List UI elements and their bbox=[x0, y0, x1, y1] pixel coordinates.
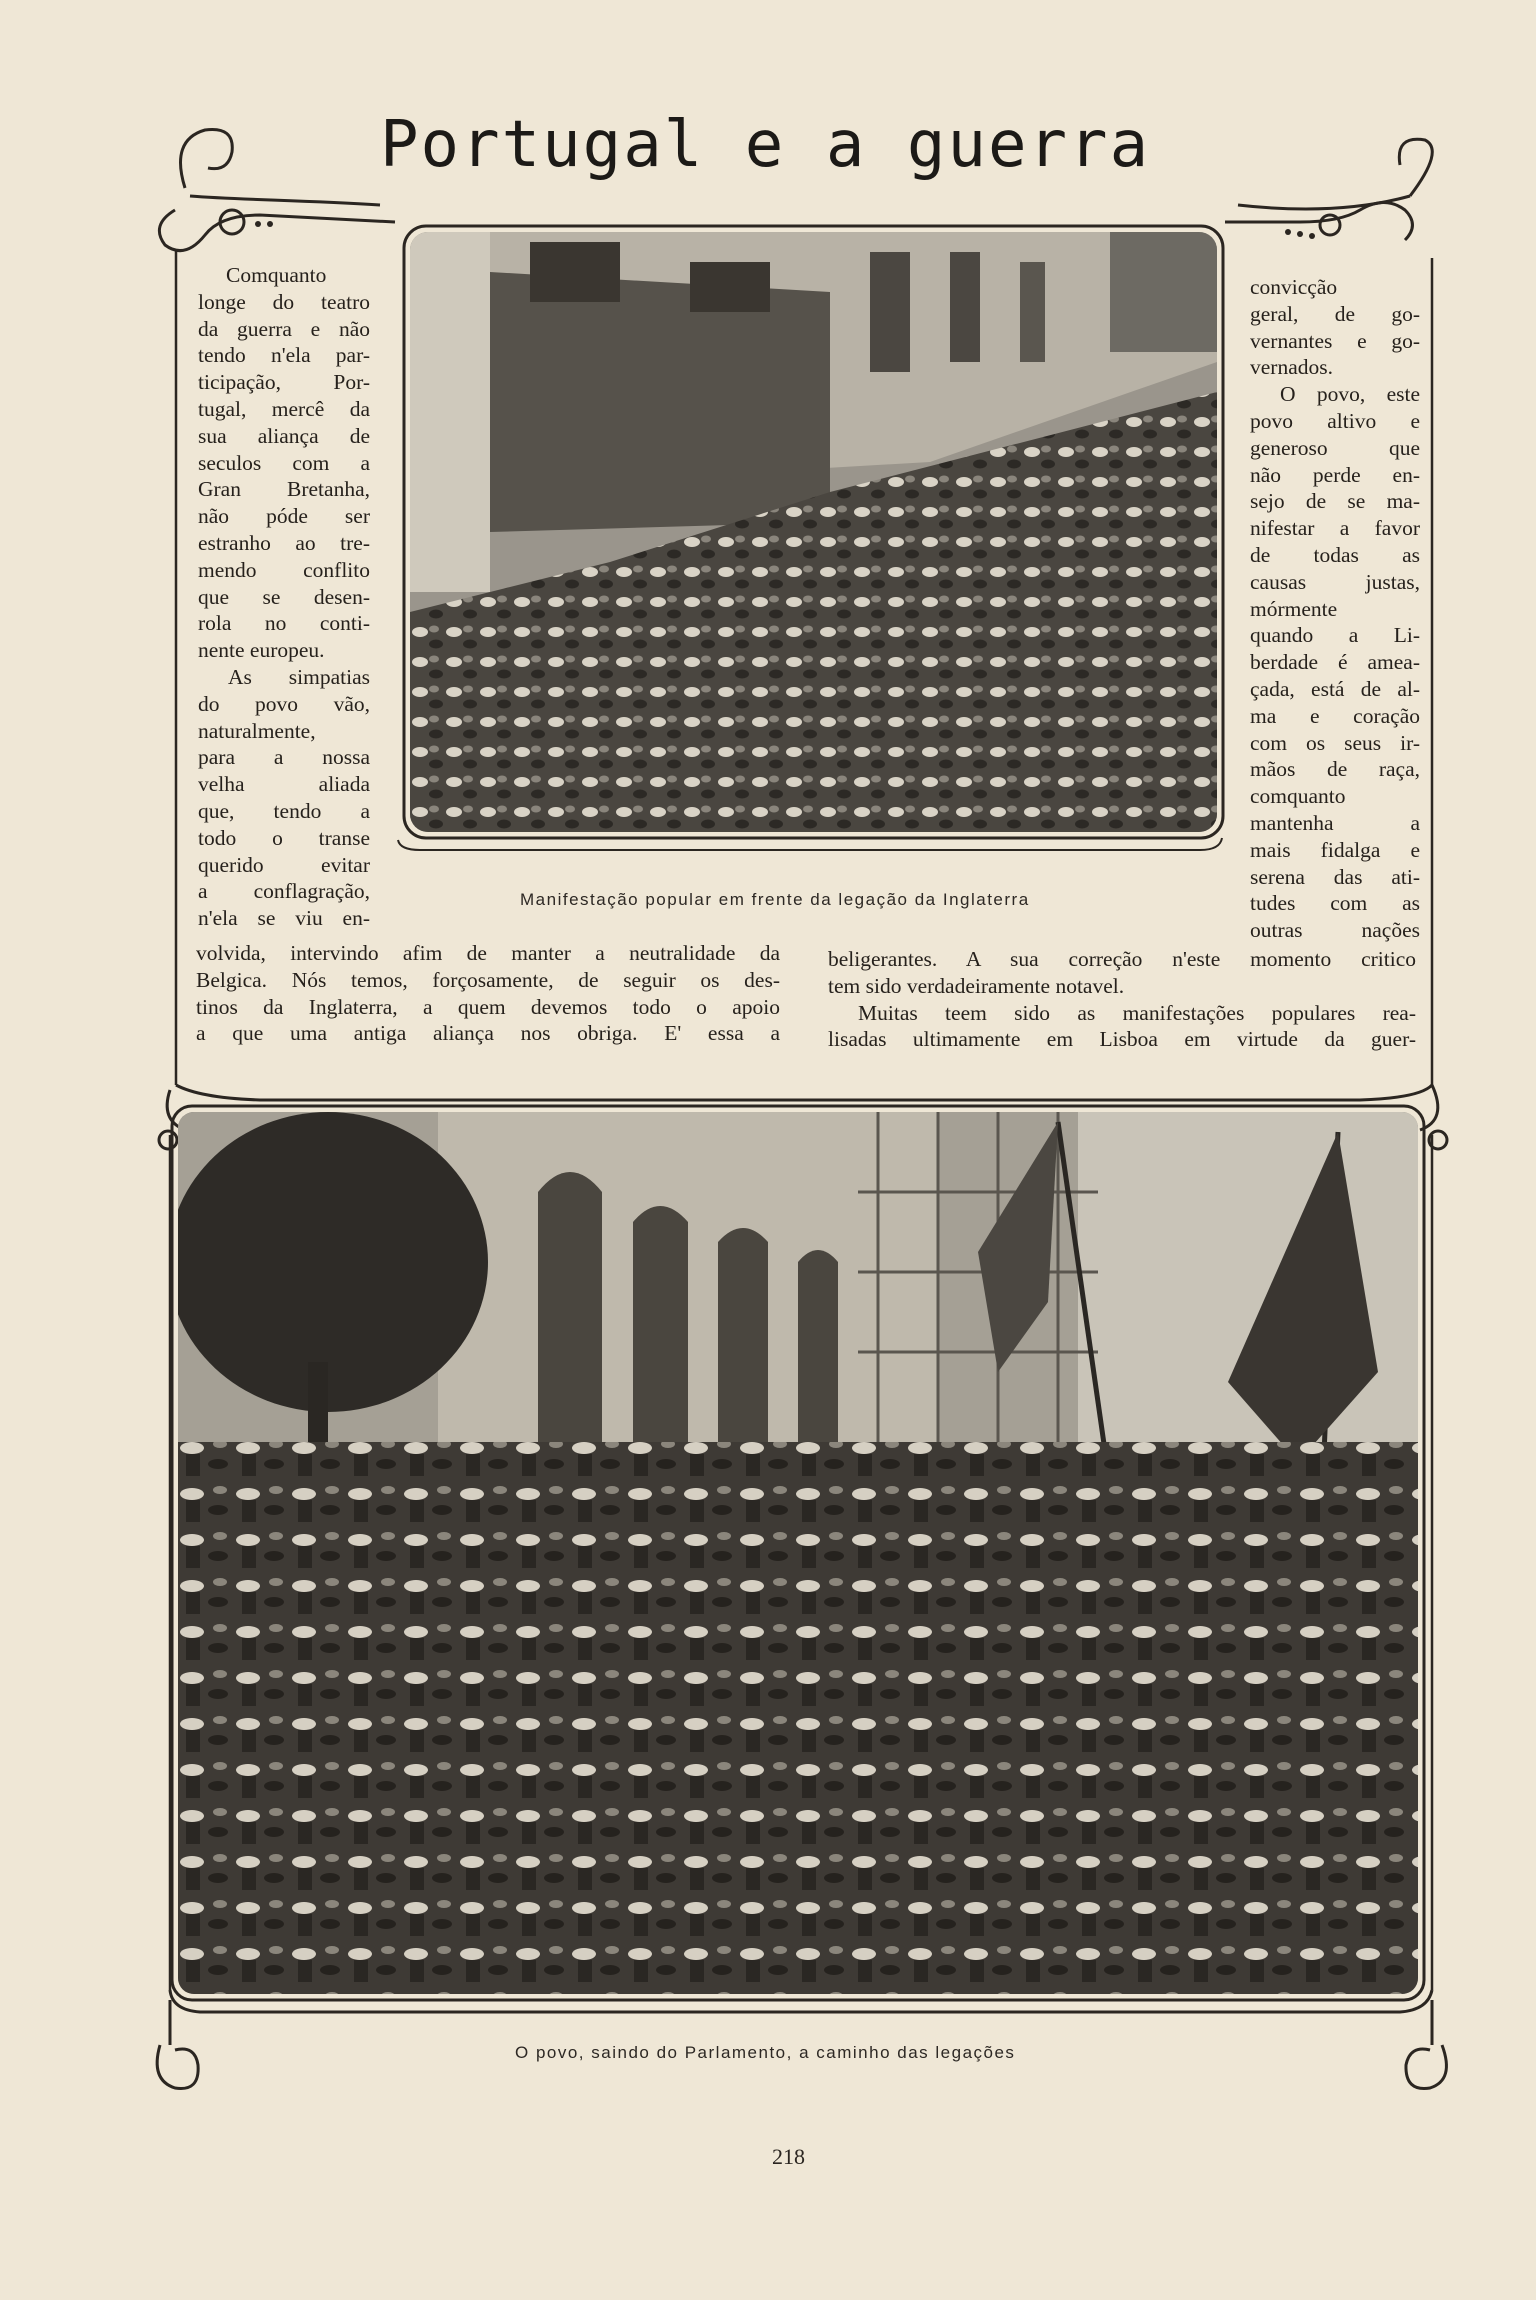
text-line: generoso que bbox=[1250, 435, 1420, 460]
text-line: outras nações bbox=[1250, 918, 1420, 943]
text-line: não perde en- bbox=[1250, 462, 1420, 487]
text-line: nente europeu. bbox=[198, 638, 325, 663]
text-line: O povo, este bbox=[1280, 382, 1420, 407]
text-line: sejo de se ma- bbox=[1250, 489, 1420, 514]
text-line: para a nossa bbox=[198, 745, 370, 770]
text-line: povo altivo e bbox=[1250, 408, 1420, 433]
text-line: longe do teatro bbox=[198, 289, 370, 314]
text-line: Comquanto bbox=[226, 263, 327, 287]
text-line: ticipação, Por- bbox=[198, 370, 370, 395]
text-line: rola no conti- bbox=[198, 611, 370, 636]
text-column-left-lower bbox=[196, 940, 780, 1047]
page-title: Portugal e a guerra bbox=[380, 108, 1151, 182]
text-line: todo o transe bbox=[198, 825, 370, 850]
text-line: tugal, mercê da bbox=[198, 396, 370, 421]
text-line: que se desen- bbox=[198, 584, 370, 609]
text-line: a que uma antiga aliança nos obriga. E' essa a bbox=[196, 1021, 780, 1046]
text-line: ma e coração bbox=[1250, 703, 1420, 728]
text-line: tem sido verdadeiramente notavel. bbox=[828, 973, 1125, 998]
text-line: geral, de go- bbox=[1250, 301, 1420, 326]
text-line: tudes com as bbox=[1250, 891, 1420, 916]
text-line: As simpatias bbox=[228, 664, 370, 689]
text-line: mendo conflito bbox=[198, 557, 370, 582]
text-line: mantenha a bbox=[1250, 810, 1420, 835]
text-line: quando a Li- bbox=[1250, 623, 1420, 648]
text-line: velha aliada bbox=[198, 772, 370, 797]
text-line: sua aliança de bbox=[198, 423, 370, 448]
text-line: estranho ao tre- bbox=[198, 530, 370, 555]
text-line: querido evitar bbox=[198, 852, 370, 877]
page-number: 218 bbox=[772, 2144, 805, 2169]
text-column-left-upper bbox=[198, 262, 370, 932]
text-line: causas justas, bbox=[1250, 569, 1420, 594]
photo-parliament-crowd bbox=[178, 1112, 1418, 1994]
text-line: mãos de raça, bbox=[1250, 757, 1420, 782]
caption-top-photo: Manifestação popular em frente da legação da Inglaterra bbox=[520, 890, 1030, 909]
caption-bottom-photo: O povo, saindo do Parlamento, a caminho das legações bbox=[515, 2043, 1016, 2062]
text-line: vernados. bbox=[1250, 355, 1333, 380]
text-line: com os seus ir- bbox=[1250, 730, 1420, 755]
text-line: naturalmente, bbox=[198, 718, 316, 743]
text-line: beligerantes. A sua correção n'este momento critico bbox=[828, 947, 1416, 971]
text-line: berdade é amea- bbox=[1250, 650, 1420, 675]
text-line: nifestar a favor bbox=[1250, 516, 1420, 541]
text-line: a conflagração, bbox=[198, 879, 370, 904]
parliament-photo-image bbox=[178, 1112, 1418, 1994]
text-line: lisadas ultimamente em Lisboa em virtude da guer- bbox=[828, 1027, 1416, 1052]
text-line: mais fidalga e bbox=[1250, 837, 1420, 862]
text-line: que, tendo a bbox=[198, 798, 370, 823]
text-column-right-lower bbox=[828, 946, 1416, 1053]
text-line: comquanto bbox=[1250, 784, 1346, 809]
text-line: do povo vão, bbox=[198, 691, 370, 716]
text-line: de todas as bbox=[1250, 542, 1420, 567]
text-line: volvida, intervindo afim de manter a neutralidade da bbox=[196, 941, 780, 965]
text-line: serena das ati- bbox=[1250, 864, 1420, 889]
text-column-right-upper bbox=[1250, 274, 1420, 944]
text-line: Muitas teem sido as manifestações populares rea- bbox=[858, 1000, 1416, 1025]
text-line: Gran Bretanha, bbox=[198, 477, 370, 502]
text-line: Belgica. Nós temos, forçosamente, de seguir os des- bbox=[196, 967, 780, 992]
text-line: n'ela se viu en- bbox=[198, 906, 370, 931]
text-line: tendo n'ela par- bbox=[198, 343, 370, 368]
crowd-photo-image bbox=[410, 232, 1217, 832]
text-line: tinos da Inglaterra, a quem devemos todo o apoio bbox=[196, 994, 780, 1019]
text-line: da guerra e não bbox=[198, 316, 370, 341]
text-line: mórmente bbox=[1250, 596, 1338, 621]
text-line: não póde ser bbox=[198, 504, 370, 529]
text-line: çada, está de al- bbox=[1250, 676, 1420, 701]
text-line: vernantes e go- bbox=[1250, 328, 1420, 353]
text-line: convicção bbox=[1250, 275, 1338, 299]
photo-legation-crowd bbox=[410, 232, 1217, 832]
text-line: seculos com a bbox=[198, 450, 370, 475]
